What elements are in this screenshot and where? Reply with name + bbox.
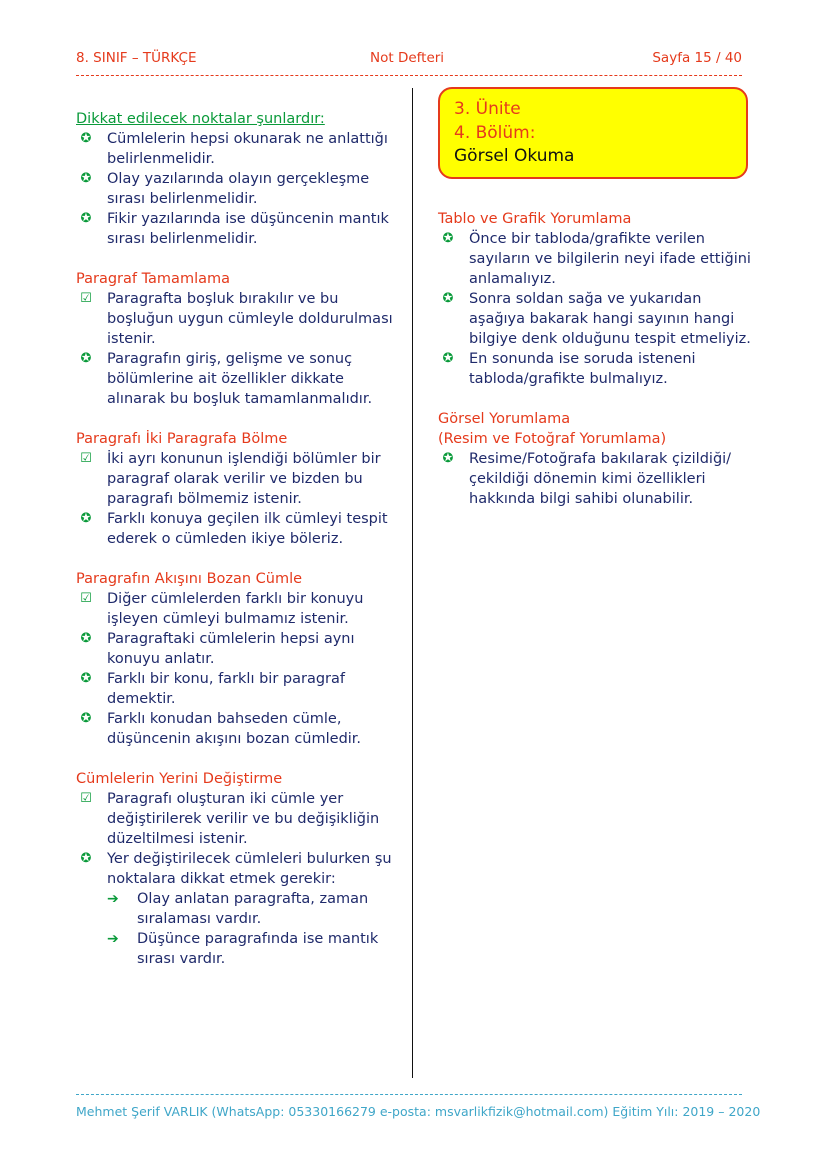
arrow-right-icon: ➔ [107,931,119,947]
list-item: ✪ Fikir yazılarında ise düşüncenin mantık sırası belirlenmelidir. [76,209,396,249]
star-circle-icon: ✪ [80,211,92,226]
list-item: ✪ Olay yazılarında olayın gerçekleşme sırası belirlenmelidir. [76,169,396,209]
section-title: Paragrafın Akışını Bozan Cümle [76,571,303,587]
header-subject: 8. SINIF – TÜRKÇE [76,50,197,66]
list-item: ☑ İki ayrı konunun işlendiği bölümler bir paragraf olarak verilir ve bizden bu paragrafı bölmemiz istenir. [76,449,396,509]
checkbox-icon: ☑ [80,591,92,606]
star-circle-icon: ✪ [442,231,454,246]
star-circle-icon: ✪ [442,291,454,306]
section-title: Tablo ve Grafik Yorumlama [438,211,632,227]
unit-topic: Görsel Okuma [454,146,575,166]
sub-list-item: ➔ Olay anlatan paragrafta, zaman sıralaması vardır. [107,891,369,927]
section-list [438,449,753,509]
section-subtitle: (Resim ve Fotoğraf Yorumlama) [438,431,667,447]
arrow-right-icon: ➔ [107,891,119,907]
unit-box [438,87,748,179]
right-column [438,209,753,509]
list-item: ✪ Önce bir tabloda/grafikte verilen sayıların ve bilgilerin neyi ifade ettiğini anlamalıyız. [438,229,753,289]
section-title: Cümlelerin Yerini Değiştirme [76,771,283,787]
list-item: ✪ Resime/Fotoğrafa bakılarak çizildiği/çekildiği dönemin kimi özellikleri hakkında bilgi sahibi olunabilir. [438,449,753,509]
star-circle-icon: ✪ [442,451,454,466]
star-circle-icon: ✪ [80,671,92,686]
list-item: ✪ En sonunda ise soruda isteneni tabloda/grafikte bulmalıyız. [438,349,753,389]
list-item: ✪ Farklı konuya geçilen ilk cümleyi tespit ederek o cümleden ikiye böleriz. [76,509,396,549]
sub-list-item: ➔ Düşünce paragrafında ise mantık sırası vardır. [107,931,379,967]
section-list [76,789,396,969]
star-circle-icon: ✪ [80,711,92,726]
sub-list [107,889,396,969]
checkbox-icon: ☑ [80,791,92,806]
list-item: ✪ Yer değiştirilecek cümleleri bulurken şu noktalara dikkat etmek gerekir: ➔ Olay anlatan paragrafta, zaman sıralaması vardır. ➔ Düşünce paragrafında ise mantık sırası vardır. [76,849,396,969]
intro-heading: Dikkat edilecek noktalar şunlardır: [76,111,325,127]
header-title: Not Defteri [370,50,445,66]
section-list [76,449,396,549]
section-title: Paragraf Tamamlama [76,271,230,287]
unit-number: 3. Ünite [454,99,521,119]
list-item: ✪ Farklı bir konu, farklı bir paragraf demektir. [76,669,396,709]
checkbox-icon: ☑ [80,451,92,466]
section-number: 4. Bölüm: [454,122,536,143]
list-item: ☑ Paragrafı oluşturan iki cümle yer değiştirilerek verilir ve bu değişikliğin düzeltilmesi istenir. [76,789,396,849]
checkbox-icon: ☑ [80,291,92,306]
list-item: ✪ Paragrafın giriş, gelişme ve sonuç bölümlerine ait özellikler dikkate alınarak bu boşluk tamamlanmalıdır. [76,349,396,409]
list-item: ✪ Sonra soldan sağa ve yukarıdan aşağıya bakarak hangi sayının hangi bilgiye denk olduğunu tespit etmeliyiz. [438,289,753,349]
star-circle-icon: ✪ [80,511,92,526]
star-circle-icon: ✪ [442,351,454,366]
star-circle-icon: ✪ [80,631,92,646]
header-page-number: Sayfa 15 / 40 [652,50,742,66]
star-circle-icon: ✪ [80,851,92,866]
star-circle-icon: ✪ [80,351,92,366]
footer-credits: Mehmet Şerif VARLIK (WhatsApp: 05330166279 e-posta: msvarlikfizik@hotmail.com) Eğitim Yılı: 2019 – 2020 [76,1104,761,1119]
section-list [76,289,396,409]
section-list [76,589,396,749]
star-circle-icon: ✪ [80,171,92,186]
star-circle-icon: ✪ [80,131,92,146]
list-item: ✪ Cümlelerin hepsi okunarak ne anlattığı belirlenmelidir. [76,129,396,169]
column-divider [412,88,413,1078]
intro-list [76,129,396,249]
section-list [438,229,753,389]
section-title: Görsel Yorumlama [438,411,571,427]
list-item: ✪ Farklı konudan bahseden cümle, düşüncenin akışını bozan cümledir. [76,709,396,749]
list-item: ☑ Paragrafta boşluk bırakılır ve bu boşluğun uygun cümleyle doldurulması istenir. [76,289,396,349]
footer-divider [76,1094,742,1095]
header-divider [76,75,742,76]
list-item: ✪ Paragraftaki cümlelerin hepsi aynı konuyu anlatır. [76,629,396,669]
section-title: Paragrafı İki Paragrafa Bölme [76,431,288,447]
list-item: ☑ Diğer cümlelerden farklı bir konuyu işleyen cümleyi bulmamız istenir. [76,589,396,629]
left-column [76,109,396,969]
